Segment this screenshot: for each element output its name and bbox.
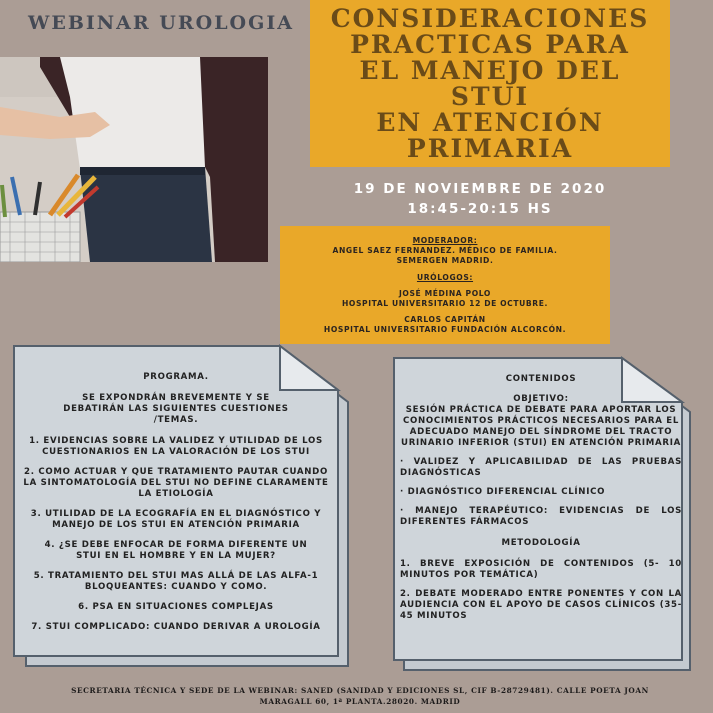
- event-title-line: STUI: [450, 81, 530, 111]
- contenidos-bullet: · MANEJO TERAPÉUTICO: EVIDENCIAS DE LOS DIFERENTES FÁRMACOS: [400, 506, 682, 527]
- urologist-line: HOSPITAL UNIVERSITARIO 12 DE OCTUBRE.: [341, 299, 549, 308]
- programa-item: 1. EVIDENCIAS SOBRE LA VALIDEZ Y UTILIDAD DE LOS CUESTIONARIOS EN LA VALORACIÓN DE LOS STUI: [29, 436, 323, 457]
- event-title-line: CONSIDERACIONES: [330, 3, 650, 33]
- event-title-line: PRACTICAS PARA: [350, 29, 630, 59]
- hero-photo: [0, 57, 268, 262]
- programa-intro: SE EXPONDRÁN BREVEMENTE Y SE DEBATIRÁN LAS SIGUIENTES CUESTIONES /TEMAS.: [63, 393, 289, 425]
- programa-item: 4. ¿SE DEBE ENFOCAR DE FORMA DIFERENTE UN STUI EN EL HOMBRE Y EN LA MUJER?: [44, 540, 308, 561]
- programa-sheet: [12, 344, 360, 674]
- metodologia-item: 2. DEBATE MODERADO ENTRE PONENTES Y CON LA AUDIENCIA CON EL APOYO DE CASOS CLÍNICOS (35-45 MINUTOS: [400, 589, 682, 621]
- moderator-label: MODERADOR:: [412, 236, 478, 245]
- programa-heading: PROGRAMA.: [143, 372, 209, 382]
- urologist-line: JOSÉ MÉDINA POLO: [399, 289, 491, 298]
- moderator-line: ANGEL SAEZ FERNANDEZ. MÉDICO DE FAMILIA.: [332, 246, 558, 255]
- programa-item: 7. STUI COMPLICADO: CUANDO DERIVAR A UROLOGÍA: [31, 622, 321, 632]
- metodologia-item: 1. BREVE EXPOSICIÓN DE CONTENIDOS (5- 10 MINUTOS POR TEMÁTICA): [400, 559, 682, 580]
- programa-item: 3. UTILIDAD DE LA ECOGRAFÍA EN EL DIAGNÓSTICO Y MANEJO DE LOS STUI EN ATENCIÓN PRIMARIA: [30, 509, 322, 530]
- objetivo-text: SESIÓN PRÁCTICA DE DEBATE PARA APORTAR LOS CONOCIMIENTOS PRÁCTICOS NECESARIOS PARA EL ADECUADO MANEJO DEL SÍNDROME DEL TRACTO URINARIO INFERIOR (STUI) EN ATENCIÓN PRIMARIA: [401, 405, 681, 448]
- contenidos-sheet: [392, 356, 700, 676]
- moderator-line: SEMERGEN MADRID.: [396, 256, 494, 265]
- contenidos-bullet: · DIAGNÓSTICO DIFERENCIAL CLÍNICO: [400, 487, 606, 497]
- contenidos-heading: CONTENIDOS: [505, 374, 577, 384]
- programa-item: 5. TRATAMIENTO DEL STUI MAS ALLÁ DE LAS ALFA-1 BLOQUEANTES: CUANDO Y COMO.: [33, 571, 319, 592]
- webinar-title: WEBINAR UROLOGIA: [28, 12, 294, 34]
- event-time: 18:45-20:15 HS: [407, 201, 553, 217]
- event-title-line: PRIMARIA: [406, 133, 574, 163]
- programa-item: 6. PSA EN SITUACIONES COMPLEJAS: [78, 602, 274, 612]
- event-title-line: EL MANEJO DEL: [359, 55, 621, 85]
- metodologia-label: METODOLOGÍA: [501, 538, 581, 548]
- objetivo-label: OBJETIVO:: [513, 394, 569, 404]
- programa-item: 2. COMO ACTUAR Y QUE TRATAMIENTO PAUTAR CUANDO LA SINTOMATOLOGÍA DEL STUI NO DEFINE CLARAMENTE LA ETIOLOGÍA: [23, 467, 329, 499]
- urologist-line: CARLOS CAPITÁN: [404, 315, 486, 324]
- event-date: 19 DE NOVIEMBRE DE 2020: [353, 181, 607, 197]
- urologist-line: HOSPITAL UNIVERSITARIO FUNDACIÓN ALCORCÓN.: [323, 325, 567, 334]
- urologists-label: URÓLOGOS:: [416, 273, 474, 282]
- footer-secretaria: SECRETARIA TÉCNICA Y SEDE DE LA WEBINAR: SANED (SANIDAD Y EDICIONES SL, CIF B-28729481). CALLE POETA JOAN MARAGALL 60, 1ª PLANTA.28020. MADRID: [71, 686, 649, 706]
- speakers-box: [280, 226, 610, 344]
- date-time: [300, 179, 660, 219]
- event-title-line: EN ATENCIÓN: [376, 107, 604, 137]
- contenidos-bullet: · VALIDEZ Y APLICABILIDAD DE LAS PRUEBAS DIAGNÓSTICAS: [400, 457, 682, 478]
- event-title-box: [310, 0, 670, 167]
